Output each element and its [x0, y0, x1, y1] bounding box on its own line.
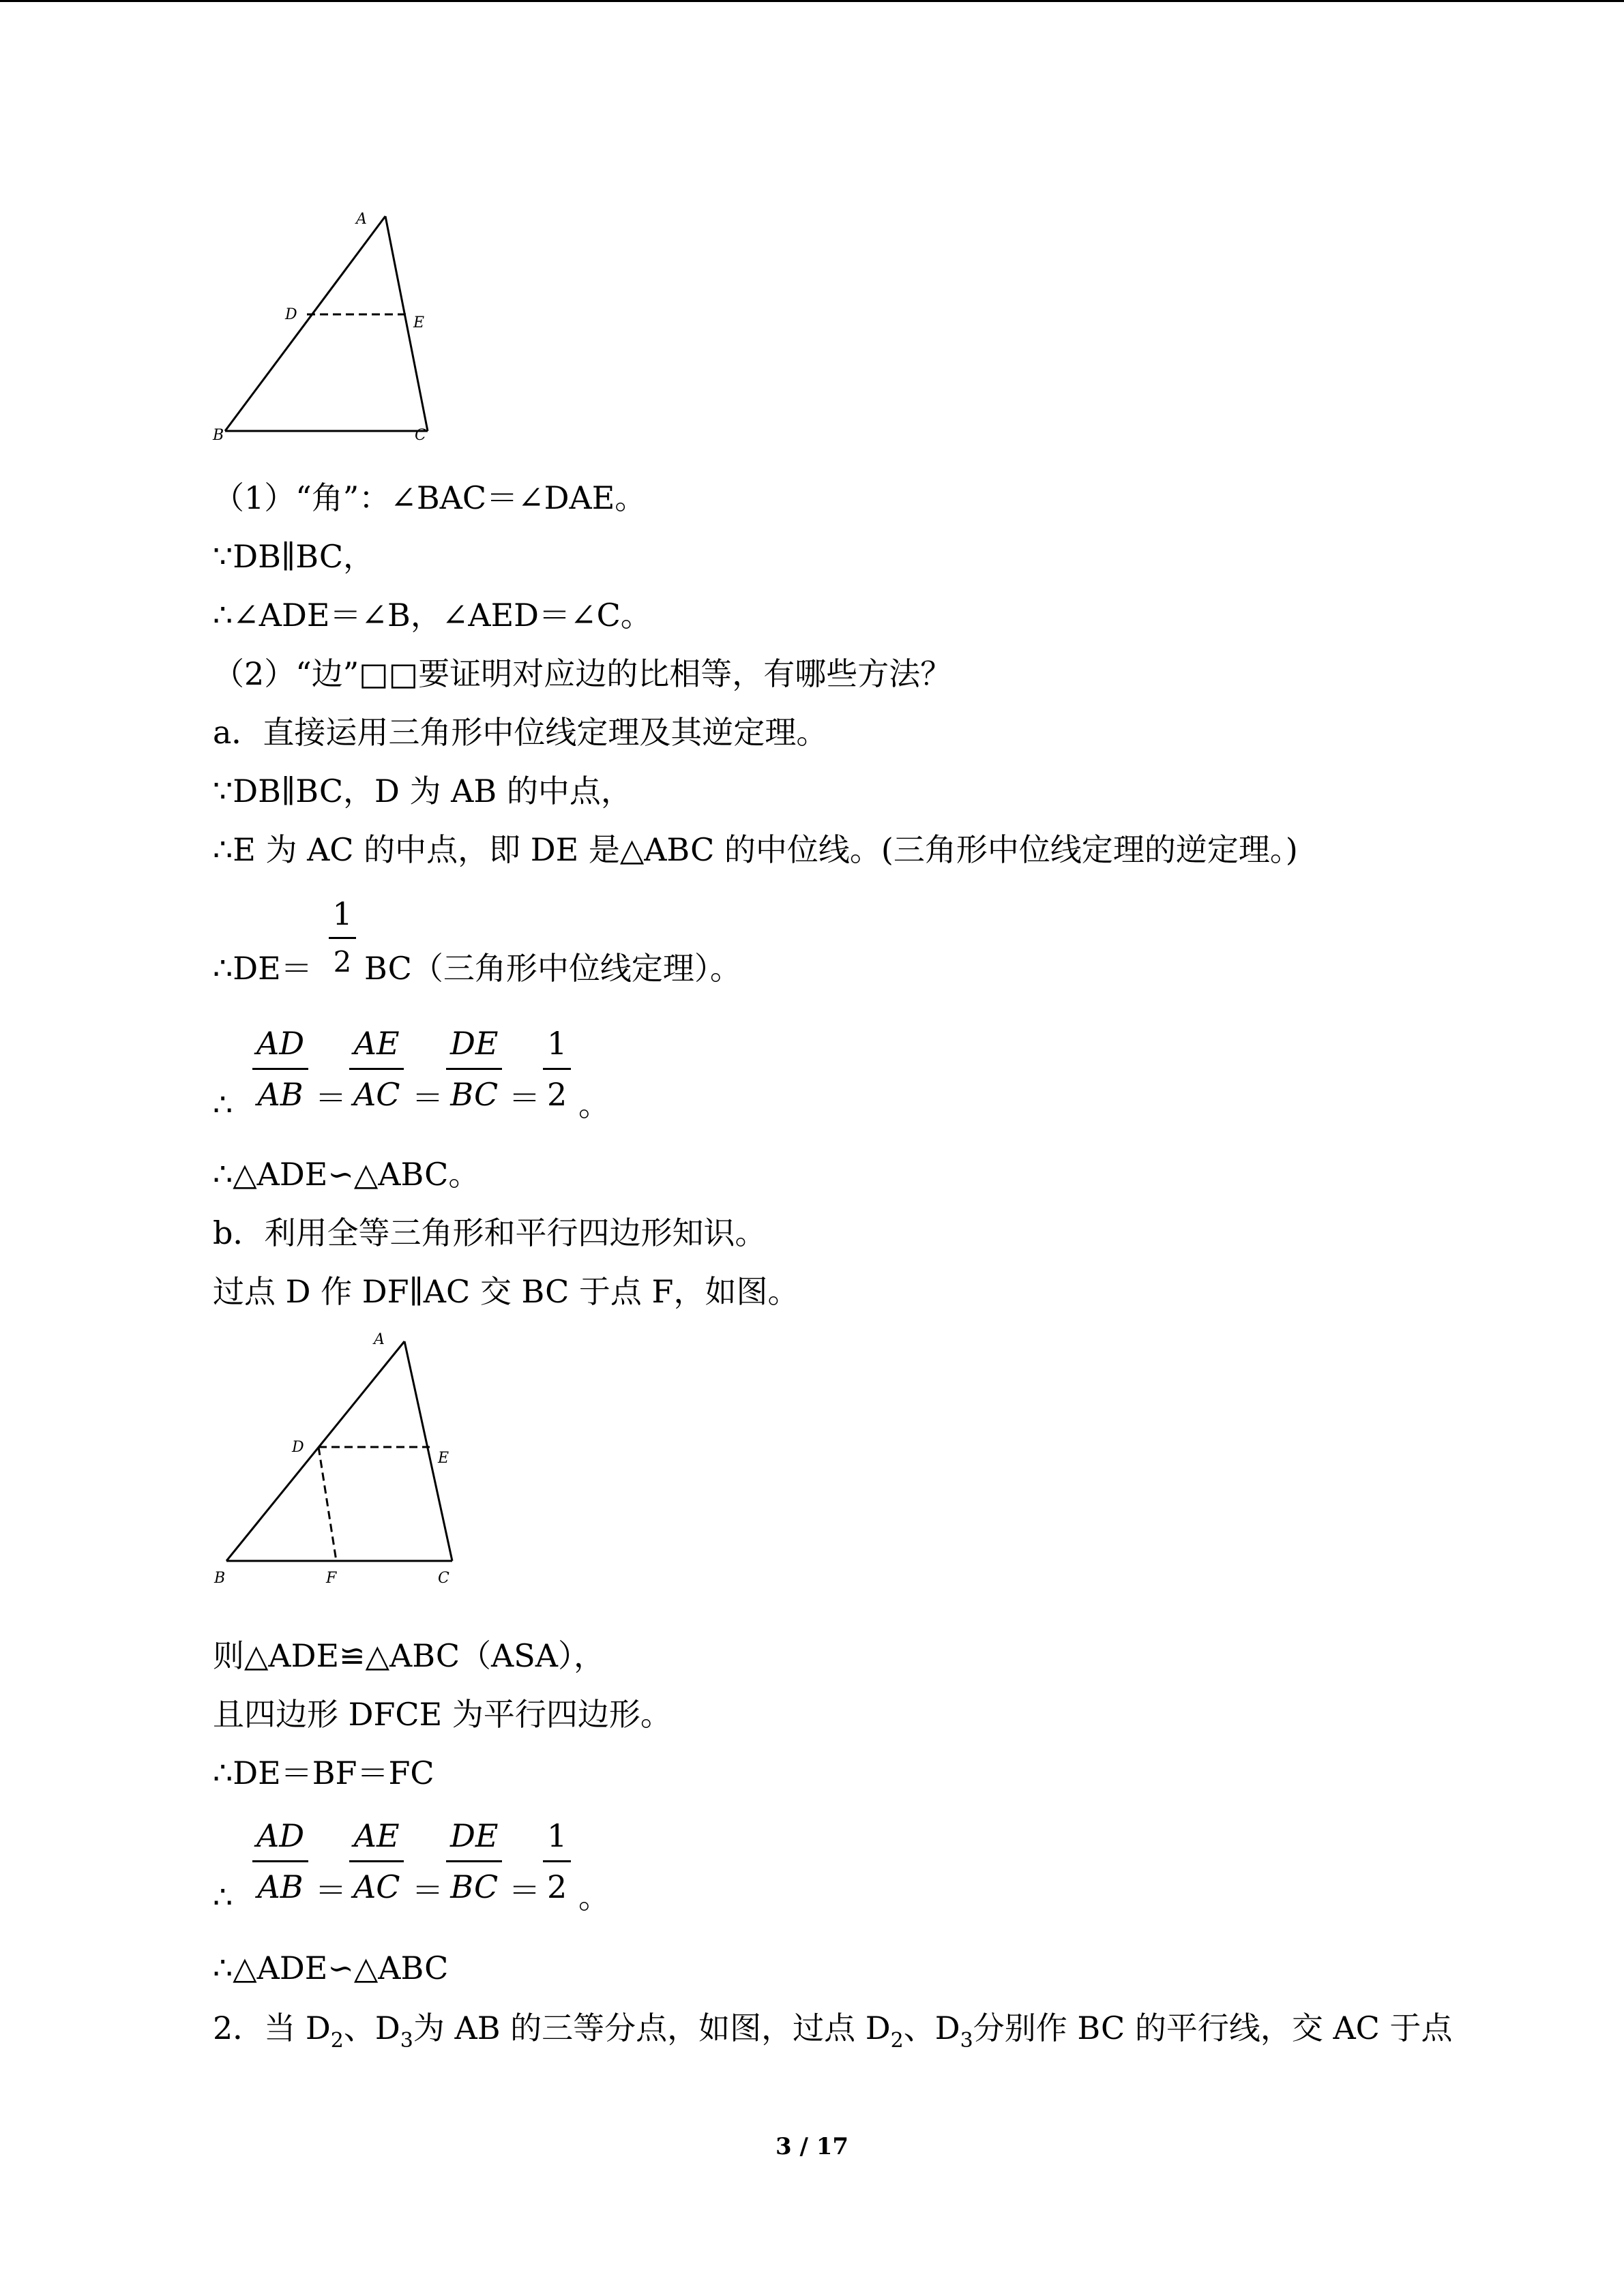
- label-C: C: [415, 427, 426, 444]
- fraction-numerator: AD: [256, 1817, 305, 1854]
- text-line: b．利用全等三角形和平行四边形知识。: [213, 1214, 767, 1251]
- fraction-numerator: AD: [256, 1025, 305, 1062]
- text-line: （1）“角”：∠BAC＝∠DAE。: [213, 479, 647, 516]
- text-fragment: 、D: [343, 2010, 400, 2046]
- period: 。: [578, 1086, 610, 1123]
- triangle-figure-2: [205, 1326, 477, 1599]
- subscript: 3: [400, 2029, 413, 2053]
- fraction-denominator: 2: [547, 1076, 567, 1113]
- fraction-bar: [349, 1068, 404, 1070]
- text-line: ∵DB∥BC，D 为 AB 的中点，: [213, 773, 632, 809]
- label-B: B: [213, 427, 224, 444]
- fraction-bar: [329, 937, 356, 939]
- fraction-denominator: BC: [450, 1868, 499, 1905]
- text-line: 且四边形 DFCE 为平行四边形。: [213, 1696, 672, 1733]
- label-D: D: [285, 306, 297, 323]
- label-E: E: [413, 314, 425, 331]
- fraction-numerator: 1: [332, 895, 353, 932]
- text-line: a．直接运用三角形中位线定理及其逆定理。: [213, 714, 828, 751]
- text-line: ∴DE＝BF＝FC: [213, 1755, 434, 1791]
- half-fraction: [329, 893, 356, 979]
- fraction-numerator: AE: [353, 1817, 400, 1854]
- equals-sign: ＝: [509, 1079, 540, 1116]
- fraction-denominator: 2: [333, 945, 352, 979]
- top-border: [0, 0, 1624, 2]
- fraction-bar: [252, 1068, 308, 1070]
- subscript: 2: [890, 2029, 904, 2053]
- fraction-ae-ac: [349, 1815, 404, 1907]
- label-F: F: [326, 1570, 337, 1587]
- label-D: D: [292, 1439, 304, 1456]
- fraction-denominator: 2: [547, 1868, 567, 1905]
- equals-sign: ＝: [412, 1872, 443, 1909]
- subscript: 2: [330, 2029, 344, 2053]
- fraction-numerator: AE: [353, 1025, 400, 1062]
- text-line: 过点 D 作 DF∥AC 交 BC 于点 F，如图。: [213, 1273, 799, 1310]
- fraction-denominator: BC: [450, 1076, 499, 1113]
- fraction-one-half: [543, 1815, 571, 1907]
- fraction-ad-ab: [252, 1023, 308, 1115]
- fraction-numerator: DE: [450, 1025, 499, 1062]
- fraction-bar: [543, 1860, 571, 1862]
- fraction-denominator: AB: [257, 1868, 304, 1905]
- text-line: 则△ADE≌△ABC（ASA），: [213, 1637, 605, 1674]
- text-fragment: 2．当 D: [213, 2010, 331, 2046]
- label-A: A: [356, 211, 367, 228]
- text-fragment: 为 AB 的三等分点，如图，过点 D: [413, 2010, 891, 2046]
- fraction-bar: [446, 1860, 502, 1862]
- text-fragment: 分别作 BC 的平行线，交 AC 于点: [973, 2010, 1453, 2046]
- label-A: A: [374, 1331, 385, 1348]
- fraction-de-bc: [446, 1815, 502, 1907]
- fraction-denominator: AB: [257, 1076, 304, 1113]
- fraction-de-bc: [446, 1023, 502, 1115]
- fraction-denominator: AC: [353, 1076, 400, 1113]
- fraction-bar: [446, 1068, 502, 1070]
- subscript: 3: [960, 2029, 973, 2053]
- period: 。: [578, 1879, 610, 1915]
- therefore-symbol: ∴: [213, 1879, 233, 1915]
- text-fragment: 、D: [903, 2010, 960, 2046]
- triangle-figure-1: [205, 205, 464, 450]
- page-number: 3 / 17: [775, 2133, 849, 2160]
- label-E: E: [438, 1450, 449, 1467]
- text-suffix: BC（三角形中位线定理）。: [364, 950, 741, 987]
- text-line: ∴∠ADE＝∠B，∠AED＝∠C。: [213, 597, 652, 633]
- equals-sign: ＝: [509, 1872, 540, 1909]
- text-line: ∴E 为 AC 的中点，即 DE 是△ABC 的中位线。(三角形中位线定理的逆定理。): [213, 831, 1298, 868]
- equals-sign: ＝: [315, 1079, 346, 1116]
- label-B: B: [214, 1570, 226, 1587]
- fraction-ae-ac: [349, 1023, 404, 1115]
- text-prefix: ∴DE＝: [213, 950, 312, 987]
- text-line: ∴△ADE∽△ABC: [213, 1950, 449, 1986]
- fraction-bar: [252, 1860, 308, 1862]
- fraction-denominator: AC: [353, 1868, 400, 1905]
- text-line: （2）“边”□□要证明对应边的比相等，有哪些方法？: [213, 655, 952, 692]
- text-line-thirds: [213, 2008, 1452, 2061]
- label-C: C: [438, 1570, 449, 1587]
- fraction-numerator: 1: [547, 1025, 567, 1062]
- text-line: ∵DB∥BC，: [213, 538, 375, 575]
- fraction-ad-ab: [252, 1815, 308, 1907]
- therefore-symbol: ∴: [213, 1086, 233, 1123]
- fraction-bar: [543, 1068, 571, 1070]
- text-line: ∴△ADE∽△ABC。: [213, 1156, 480, 1193]
- fraction-numerator: 1: [547, 1817, 567, 1854]
- equals-sign: ＝: [412, 1079, 443, 1116]
- fraction-numerator: DE: [450, 1817, 499, 1854]
- fraction-one-half: [543, 1023, 571, 1115]
- equals-sign: ＝: [315, 1872, 346, 1909]
- fraction-bar: [349, 1860, 404, 1862]
